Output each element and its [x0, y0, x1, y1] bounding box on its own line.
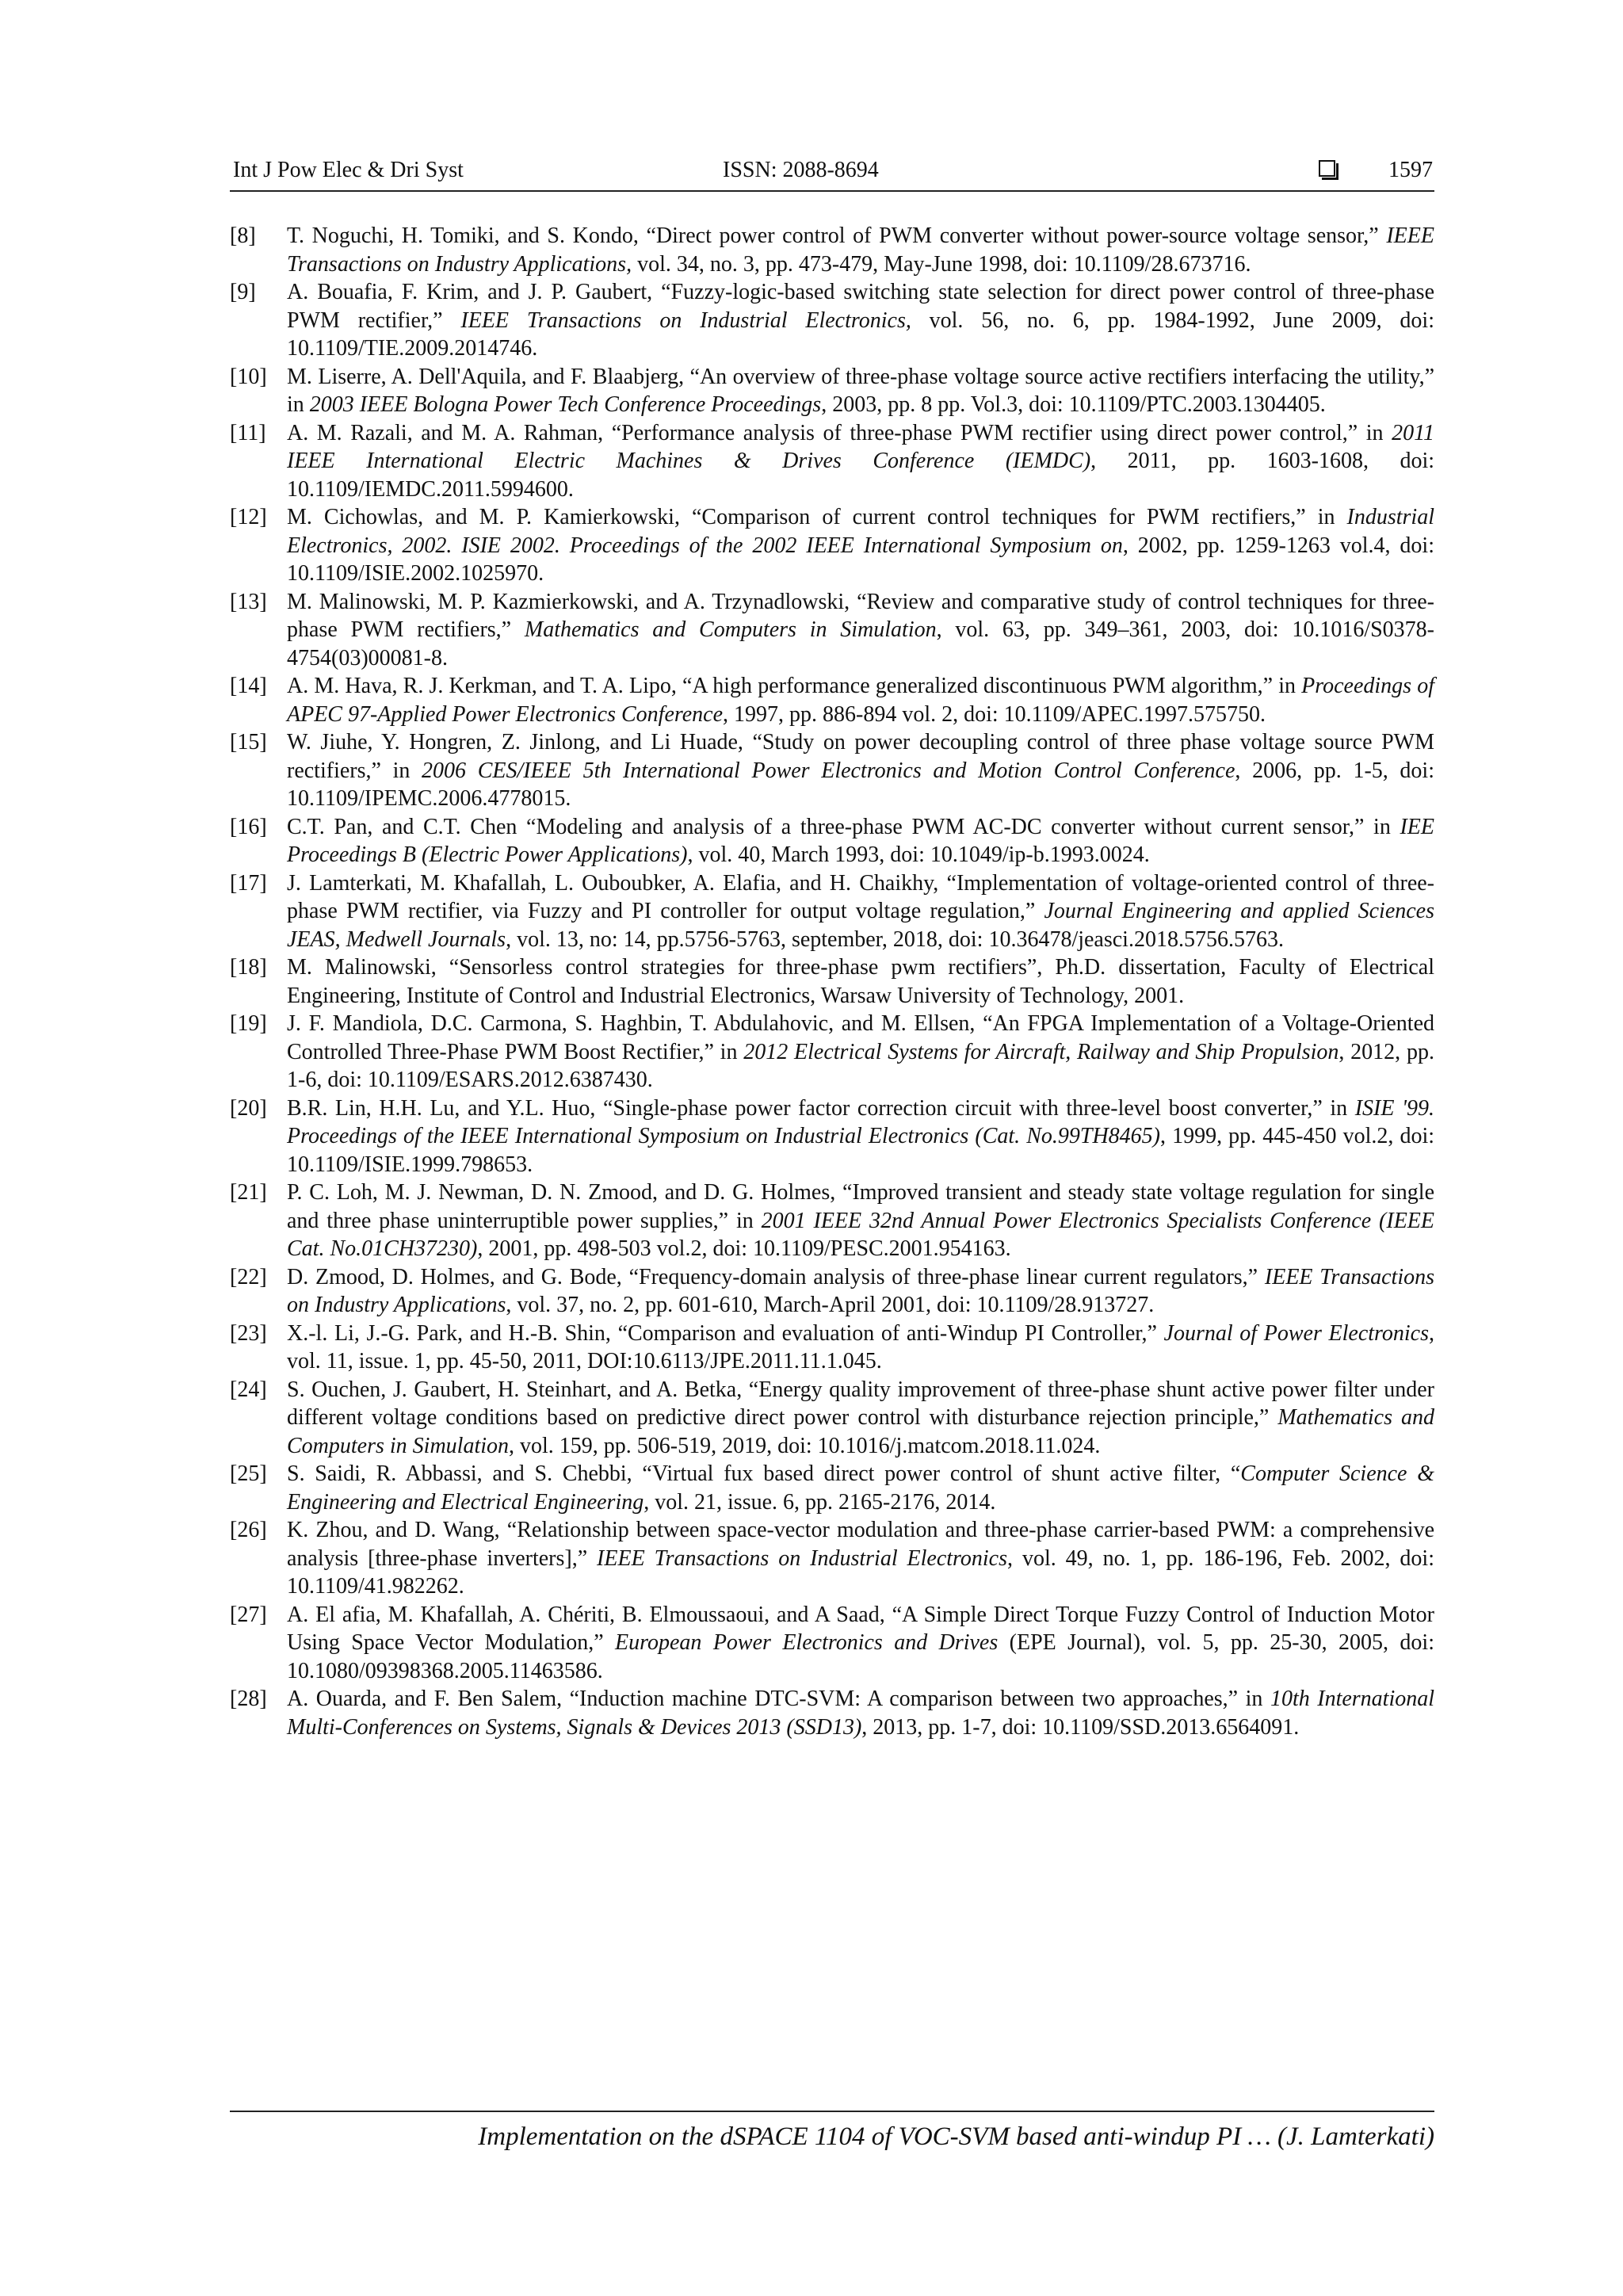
journal-name: Int J Pow Elec & Dri Syst — [233, 158, 464, 182]
issn: ISSN: 2088-8694 — [723, 158, 879, 182]
reference-venue: 2003 IEEE Bologna Power Tech Conference Proceedings — [309, 392, 822, 417]
reference-item — [230, 278, 1434, 363]
reference-text — [287, 1685, 1434, 1741]
reference-venue: Proceedings of APEC 97-Applied Power Electronics Conference — [287, 674, 1434, 727]
reference-text — [287, 1601, 1434, 1686]
reference-text — [287, 363, 1434, 419]
reference-text — [287, 222, 1434, 278]
checkbox-icon — [1319, 160, 1335, 177]
reference-details: , 2006, pp. 1-5, doi: 10.1109/IPEMC.2006.4778015. — [287, 758, 1434, 811]
footer-rule — [230, 2111, 1434, 2112]
reference-number: [8] — [230, 223, 256, 248]
reference-authors-title: J. Lamterkati, M. Khafallah, L. Ouboubker, A. Elafia, and H. Chaikhy, “Implementation of voltage-oriented control of three-phase PWM rectifier, via Fuzzy and PI controller for output voltage regulation,” — [287, 870, 1434, 923]
reference-details: , 2003, pp. 8 pp. Vol.3, doi: 10.1109/PTC.2003.1304405. — [821, 392, 1326, 417]
reference-details: , 1999, pp. 445-450 vol.2, doi: 10.1109/ISIE.1999.798653. — [287, 1124, 1435, 1177]
reference-text — [287, 1376, 1434, 1461]
reference-list — [230, 222, 1434, 1741]
reference-details: , 2011, pp. 1603-1608, doi: 10.1109/IEMDC.2011.5994600. — [287, 449, 1435, 502]
reference-details: , vol. 159, pp. 506-519, 2019, doi: 10.1016/j.matcom.2018.11.024. — [509, 1433, 1101, 1458]
reference-item — [230, 588, 1434, 673]
reference-item — [230, 419, 1434, 504]
reference-venue: Journal of Power Electronics — [1163, 1320, 1429, 1346]
reference-details: , vol. 63, pp. 349–361, 2003, doi: 10.1016/S0378-4754(03)00081-8. — [287, 617, 1434, 670]
reference-venue: 10th International Multi-Conferences on Systems, Signals & Devices 2013 (SSD13) — [287, 1687, 1435, 1740]
header-rule — [230, 190, 1434, 192]
reference-item — [230, 869, 1434, 954]
reference-authors-title: M. Liserre, A. Dell'Aquila, and F. Blaabjerg, “An overview of three-phase voltage source active rectifiers interfacing the utility,” in — [287, 364, 1434, 417]
reference-item — [230, 1460, 1434, 1516]
reference-text — [287, 588, 1434, 673]
reference-text — [287, 813, 1434, 869]
reference-details: , 1997, pp. 886-894 vol. 2, doi: 10.1109/APEC.1997.575750. — [723, 701, 1266, 727]
reference-authors-title: P. C. Loh, M. J. Newman, D. N. Zmood, and D. G. Holmes, “Improved transient and steady state voltage regulation for single and three phase uninterruptible power supplies,” in — [287, 1180, 1434, 1233]
reference-text — [287, 672, 1434, 728]
reference-item — [230, 728, 1434, 813]
running-footer: Implementation on the dSPACE 1104 of VOC-SVM based anti-windup PI … (J. Lamterkati) — [478, 2122, 1434, 2151]
reference-text — [287, 728, 1434, 813]
reference-number: [19] — [230, 1011, 267, 1036]
reference-venue: 2011 IEEE International Electric Machines & Drives Conference (IEMDC) — [287, 420, 1434, 473]
reference-venue: IEEE Transactions on Industrial Electronics — [597, 1545, 1008, 1571]
reference-authors-title: M. Cichowlas, and M. P. Kamierkowski, “Comparison of current control techniques for PWM rectifiers,” in — [287, 505, 1347, 529]
reference-authors-title: A. El afia, M. Khafallah, A. Chériti, B. Elmoussaoui, and A Saad, “A Simple Direct Torque Fuzzy Control of Induction Motor Using Space Vector Modulation,” — [287, 1602, 1434, 1655]
reference-text — [287, 1095, 1434, 1179]
reference-authors-title: B.R. Lin, H.H. Lu, and Y.L. Huo, “Single-phase power factor correction circuit with three-level boost converter,” in — [287, 1095, 1355, 1121]
reference-number: [12] — [230, 505, 267, 529]
reference-details: , vol. 40, March 1993, doi: 10.1049/ip-b.1993.0024. — [687, 842, 1150, 867]
reference-number: [18] — [230, 955, 267, 980]
page-number: 1597 — [1388, 158, 1433, 182]
running-header — [230, 152, 1434, 189]
reference-authors-title: W. Jiuhe, Y. Hongren, Z. Jinlong, and Li Huade, “Study on power decoupling control of three phase voltage source PWM rectifiers,” in — [287, 730, 1434, 783]
reference-number: [28] — [230, 1687, 267, 1711]
reference-authors-title: X.-l. Li, J.-G. Park, and H.-B. Shin, “Comparison and evaluation of anti-Windup PI Controller,” — [287, 1320, 1164, 1346]
reference-details: , vol. 49, no. 1, pp. 186-196, Feb. 2002, doi: 10.1109/41.982262. — [287, 1545, 1434, 1599]
reference-item — [230, 1179, 1434, 1263]
reference-details: , 2001, pp. 498-503 vol.2, doi: 10.1109/PESC.2001.954163. — [477, 1236, 1011, 1261]
reference-number: [24] — [230, 1377, 267, 1402]
reference-venue: Mathematics and Computers in Simulation — [287, 1405, 1434, 1458]
reference-item — [230, 1095, 1434, 1179]
reference-details: , 2013, pp. 1-7, doi: 10.1109/SSD.2013.6564091. — [861, 1714, 1300, 1740]
reference-number: [14] — [230, 674, 267, 698]
reference-text — [287, 1179, 1434, 1263]
reference-number: [10] — [230, 364, 267, 389]
reference-item — [230, 953, 1434, 1010]
reference-number: [11] — [230, 420, 266, 445]
reference-number: [16] — [230, 814, 267, 839]
reference-text — [287, 1516, 1434, 1601]
reference-item — [230, 1685, 1434, 1741]
reference-venue: IEEE Transactions on Industry Applications — [287, 1264, 1435, 1317]
reference-details: , vol. 13, no: 14, pp.5756-5763, september, 2018, doi: 10.36478/jeasci.2018.5756.5763. — [506, 926, 1284, 952]
reference-authors-title: K. Zhou, and D. Wang, “Relationship between space-vector modulation and three-phase carrier-based PWM: a comprehensive analysis [three-phase inverters],” — [287, 1518, 1434, 1571]
reference-number: [15] — [230, 730, 267, 755]
reference-item — [230, 1263, 1434, 1320]
reference-authors-title: S. Ouchen, J. Gaubert, H. Steinhart, and A. Betka, “Energy quality improvement of three-phase shunt active power filter under different voltage conditions based on predictive direct power control with disturbance rejection principle,” — [287, 1377, 1434, 1430]
reference-number: [9] — [230, 280, 256, 304]
reference-venue: ISIE '99. Proceedings of the IEEE International Symposium on Industrial Electronics (Cat. No.99TH8465) — [287, 1095, 1434, 1148]
reference-number: [17] — [230, 870, 267, 896]
reference-item — [230, 1320, 1434, 1376]
reference-venue: 2012 Electrical Systems for Aircraft, Railway and Ship Propulsion — [743, 1039, 1339, 1064]
reference-details: vol. 34, no. 3, pp. 473-479, May-June 1998, doi: 10.1109/28.673716. — [632, 251, 1251, 277]
reference-details: , 2012, pp. 1-6, doi: 10.1109/ESARS.2012.6387430. — [287, 1039, 1434, 1092]
reference-number: [25] — [230, 1461, 267, 1486]
reference-text — [287, 953, 1434, 1010]
reference-number: [20] — [230, 1095, 267, 1121]
reference-details: , vol. 11, issue. 1, pp. 45-50, 2011, DOI:10.6113/JPE.2011.11.1.045. — [287, 1320, 1434, 1373]
reference-text — [287, 869, 1434, 954]
reference-item — [230, 1376, 1434, 1461]
reference-text — [287, 419, 1434, 504]
reference-item — [230, 222, 1434, 278]
reference-venue: European Power Electronics and Drives — [615, 1630, 999, 1655]
reference-text — [287, 1320, 1434, 1376]
reference-number: [13] — [230, 589, 267, 614]
reference-item — [230, 813, 1434, 869]
reference-venue: Industrial Electronics, 2002. ISIE 2002. Proceedings of the 2002 IEEE International Symposium on — [287, 505, 1434, 558]
reference-venue: IEE Proceedings B (Electric Power Applications) — [287, 814, 1434, 867]
reference-venue: Journal Engineering and applied Sciences JEAS, Medwell Journals — [287, 899, 1434, 952]
reference-authors-title: M. Malinowski, “Sensorless control strategies for three-phase pwm rectifiers”, Ph.D. dissertation, Faculty of Electrical Engineering, Institute of Control and Industrial Electronics, Warsaw University of Technology, 2001. — [287, 955, 1434, 1008]
reference-venue: Computer Science & Engineering and Electrical Engineering — [287, 1461, 1434, 1515]
reference-details: , vol. 21, issue. 6, pp. 2165-2176, 2014. — [643, 1489, 996, 1515]
reference-text — [287, 1460, 1434, 1516]
reference-item — [230, 1010, 1434, 1095]
reference-authors-title: A. Bouafia, F. Krim, and J. P. Gaubert, “Fuzzy-logic-based switching state selection for direct power control of three-phase PWM rectifier,” — [287, 280, 1434, 333]
reference-authors-title: T. Noguchi, H. Tomiki, and S. Kondo, “Direct power control of PWM converter without power-source voltage sensor,” — [287, 223, 1387, 248]
reference-details: , vol. 37, no. 2, pp. 601-610, March-April 2001, doi: 10.1109/28.913727. — [506, 1293, 1155, 1317]
reference-authors-title: A. M. Hava, R. J. Kerkman, and T. A. Lipo, “A high performance generalized discontinuous PWM algorithm,” in — [287, 674, 1302, 698]
reference-item — [230, 503, 1434, 588]
reference-item — [230, 363, 1434, 419]
reference-authors-title: J. F. Mandiola, D.C. Carmona, S. Haghbin, T. Abdulahovic, and M. Ellsen, “An FPGA Implementation of a Voltage-Oriented Controlled Three-Phase PWM Boost Rectifier,” in — [287, 1011, 1434, 1064]
reference-authors-title: D. Zmood, D. Holmes, and G. Bode, “Frequency-domain analysis of three-phase linear current regulators,” — [287, 1264, 1265, 1289]
reference-number: [26] — [230, 1518, 267, 1542]
reference-authors-title: C.T. Pan, and C.T. Chen “Modeling and analysis of a three-phase PWM AC-DC converter without current sensor,” in — [287, 814, 1400, 839]
reference-venue: 2006 CES/IEEE 5th International Power Electronics and Motion Control Conference — [422, 758, 1235, 783]
reference-number: [21] — [230, 1180, 267, 1205]
reference-item — [230, 672, 1434, 728]
reference-number: [27] — [230, 1602, 267, 1627]
reference-text — [287, 1010, 1434, 1095]
reference-authors-title: M. Malinowski, M. P. Kazmierkowski, and A. Trzynadlowski, “Review and comparative study of control techniques for three-phase PWM rectifiers,” — [287, 589, 1434, 642]
reference-authors-title: A. Ouarda, and F. Ben Salem, “Induction machine DTC-SVM: A comparison between two approaches,” in — [287, 1687, 1270, 1711]
reference-details: , 2002, pp. 1259-1263 vol.4, doi: 10.1109/ISIE.2002.1025970. — [287, 533, 1434, 586]
reference-details: vol. 56, no. 6, pp. 1984-1992, June 2009, doi: 10.1109/TIE.2009.2014746. — [287, 308, 1434, 361]
reference-number: [22] — [230, 1264, 267, 1289]
reference-text — [287, 278, 1434, 363]
reference-venue: Mathematics and Computers in Simulation — [524, 617, 937, 642]
reference-details: (EPE Journal), vol. 5, pp. 25-30, 2005, doi: 10.1080/09398368.2005.11463586. — [287, 1630, 1434, 1683]
reference-number: [23] — [230, 1320, 267, 1346]
reference-item — [230, 1601, 1434, 1686]
reference-venue: IEEE Transactions on Industry Applications, — [287, 223, 1434, 277]
reference-venue: IEEE Transactions on Industrial Electronics, — [460, 308, 911, 333]
reference-text — [287, 1263, 1434, 1320]
reference-venue: 2001 IEEE 32nd Annual Power Electronics Specialists Conference (IEEE Cat. No.01CH37230) — [287, 1208, 1434, 1261]
reference-authors-title: A. M. Razali, and M. A. Rahman, “Performance analysis of three-phase PWM rectifier using direct power control,” in — [287, 420, 1392, 445]
reference-authors-title: S. Saidi, R. Abbassi, and S. Chebbi, “Virtual fux based direct power control of shunt active filter, “ — [287, 1461, 1241, 1486]
reference-text — [287, 503, 1434, 588]
reference-item — [230, 1516, 1434, 1601]
